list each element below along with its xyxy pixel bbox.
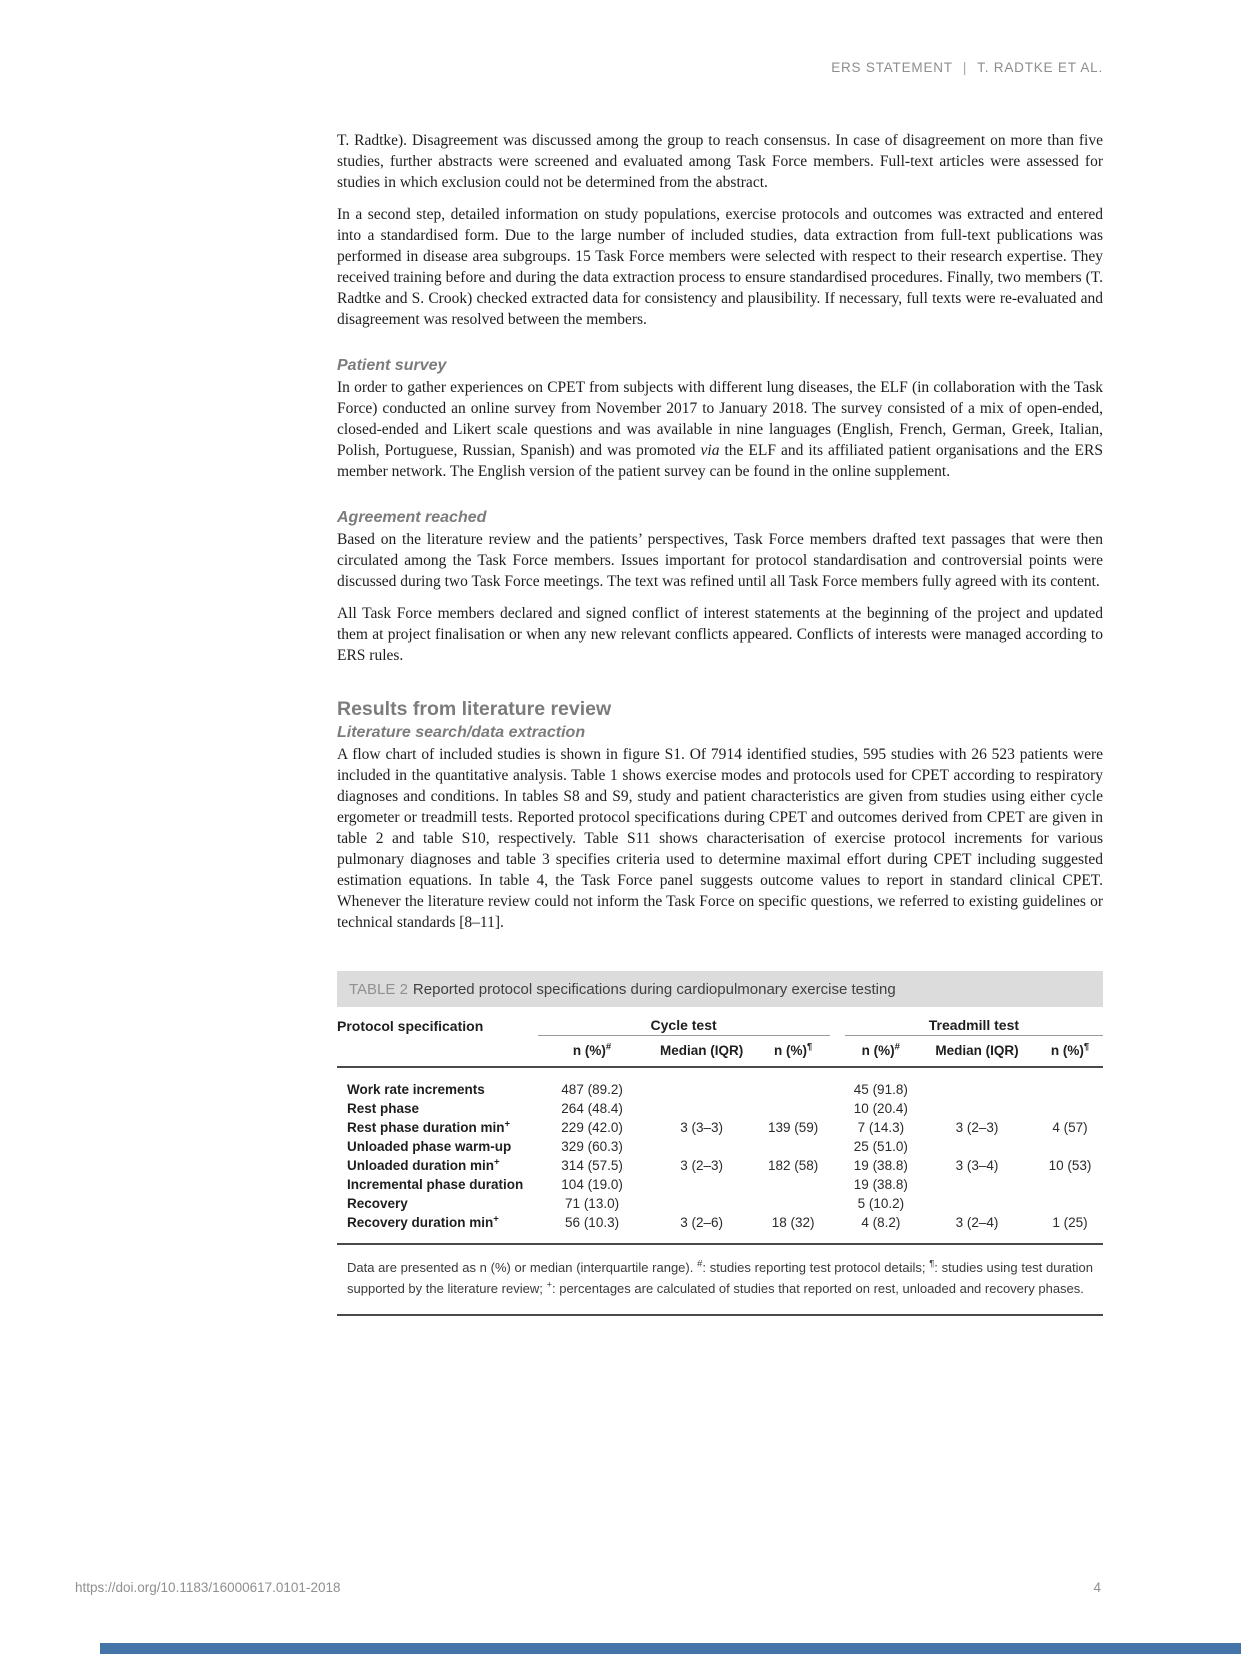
table-cell: 25 (51.0) [853, 1139, 908, 1154]
table-cell [917, 1099, 1037, 1118]
via-italic: via [700, 442, 720, 459]
group-spacer [830, 1213, 845, 1244]
subheader-empty [337, 1036, 538, 1068]
paragraph-agreement-2: All Task Force members declared and signed conflict of interest statements at the beginning of the project and updated them at project finalisation or when any new relevant conflicts appeared. Conflicts of interests were managed according to ERS rules. [337, 605, 1103, 664]
page-number: 4 [1093, 1580, 1101, 1595]
subheader-cycle-n: n (%)# [538, 1036, 647, 1068]
group-spacer [830, 1175, 845, 1194]
heading-results: Results from literature review [337, 698, 612, 720]
table-cell: 3 (2–3) [955, 1120, 999, 1135]
group-spacer [830, 1118, 845, 1137]
row-label: Rest phase [347, 1101, 420, 1116]
table-cell [757, 1067, 830, 1099]
paragraph-agreement-1: Based on the literature review and the patients’ perspectives, Task Force members drafted text passages that were then circulated among the Task Force members. Issues important for protocol standardisation and controversial points were discussed during two Task Force meetings. The text was refined until all Task Force members fully agreed with its content. [337, 531, 1103, 590]
table-label: TABLE 2 [349, 981, 408, 998]
heading-agreement-reached: Agreement reached [337, 509, 487, 526]
table-cell: 3 (2–3) [680, 1158, 723, 1173]
row-label: Recovery duration min+ [347, 1213, 499, 1230]
table-2 [337, 971, 1103, 1316]
col-header-protocol-specification: Protocol specification [337, 1017, 484, 1034]
col-group-cycle-test: Cycle test [538, 1015, 830, 1036]
table-cell: 19 (38.8) [853, 1158, 908, 1173]
table-cell: 10 (20.4) [853, 1101, 908, 1116]
table-footnote: Data are presented as n (%) or median (interquartile range). #: studies reporting test protocol details; ¶: studies using test duration supported by the literature review; +: percentages are calculated of studies that reported on rest, unloaded and recovery phases. [337, 1245, 1103, 1316]
table-cell: 229 (42.0) [561, 1120, 623, 1135]
group-spacer [830, 1194, 845, 1213]
table-cell [1037, 1194, 1103, 1213]
group-spacer [830, 1099, 845, 1118]
subheader-treadmill-median: Median (IQR) [917, 1036, 1037, 1068]
group-spacer [830, 1137, 845, 1156]
subheader-treadmill-n: n (%)# [845, 1036, 917, 1068]
table-row [337, 1067, 1103, 1099]
running-header-separator: | [962, 60, 968, 75]
footnote-pilcrow-symbol: ¶ [929, 1258, 935, 1270]
table-cell: 104 (19.0) [561, 1177, 623, 1192]
running-header [831, 60, 1103, 75]
row-label: Recovery [347, 1196, 408, 1211]
table-cell: 4 (8.2) [861, 1215, 901, 1230]
paragraph-patient-survey: In order to gather experiences on CPET from subjects with different lung diseases, the ELF (in collaboration with the Task Force) conducted an online survey from November 2017 to January 2018. The survey consisted of a mix of open-ended, closed-ended and Likert scale questions and was available in nine languages (English, French, German, Greek, Italian, Polish, Portuguese, Russian, Spanish) and was promoted via the ELF and its affiliated patient organisations and the ERS member network. The English version of the patient survey can be found in the online supplement. [337, 379, 1103, 480]
table-titlebar [337, 971, 1103, 1007]
table-cell [757, 1175, 830, 1194]
footer-accent-bar [100, 1643, 1241, 1654]
table-cell: 487 (89.2) [561, 1082, 623, 1097]
group-spacer [830, 1036, 845, 1068]
footnote-plus-symbol: + [546, 1279, 552, 1291]
table-cell [917, 1194, 1037, 1213]
table-cell [646, 1099, 756, 1118]
table-cell: 4 (57) [1052, 1120, 1088, 1135]
row-label: Unloaded duration min+ [347, 1156, 500, 1173]
table-cell: 264 (48.4) [561, 1101, 623, 1116]
doi-link[interactable]: https://doi.org/10.1183/16000617.0101-2018 [75, 1580, 341, 1595]
table-cell [1037, 1175, 1103, 1194]
table-cell: 5 (10.2) [857, 1196, 905, 1211]
table-cell: 10 (53) [1048, 1158, 1092, 1173]
col-group-treadmill-test: Treadmill test [845, 1015, 1103, 1036]
heading-patient-survey: Patient survey [337, 357, 447, 374]
table-cell [917, 1175, 1037, 1194]
table-subheader-row [337, 1036, 1103, 1068]
row-label: Incremental phase duration [347, 1177, 524, 1192]
table-cell [646, 1175, 756, 1194]
table-group-header-row [337, 1015, 1103, 1036]
table-cell [1037, 1137, 1103, 1156]
paragraph-second-step: In a second step, detailed information on study populations, exercise protocols and outcomes was extracted and entered into a standardised form. Due to the large number of included studies, data extraction from full-text publications was performed in disease area subgroups. 15 Task Force members were selected with respect to their research expertise. They received training before and during the data extraction process to ensure standardised procedures. Finally, two members (T. Radtke and S. Crook) checked extracted data for consistency and plausibility. If necessary, full texts were re-evaluated and disagreement was resolved between the members. [337, 206, 1103, 328]
table-cell: 329 (60.3) [561, 1139, 623, 1154]
table-row [337, 1156, 1103, 1175]
table-cell [1037, 1099, 1103, 1118]
running-header-right: T. RADTKE ET AL. [977, 60, 1103, 75]
table-row [337, 1137, 1103, 1156]
footnote-hash-symbol: # [697, 1258, 703, 1270]
table-cell [757, 1137, 830, 1156]
main-column [337, 130, 1103, 1316]
table-cell [646, 1194, 756, 1213]
table-cell [757, 1099, 830, 1118]
table-cell: 3 (3–4) [955, 1158, 999, 1173]
table-cell: 71 (13.0) [565, 1196, 620, 1211]
group-spacer [830, 1156, 845, 1175]
table-cell [917, 1137, 1037, 1156]
subheader-cycle-median: Median (IQR) [646, 1036, 756, 1068]
subheader-treadmill-n2: n (%)¶ [1037, 1036, 1103, 1068]
table-cell [757, 1194, 830, 1213]
table-cell [646, 1137, 756, 1156]
table-cell: 45 (91.8) [853, 1082, 908, 1097]
table-cell [917, 1067, 1037, 1099]
group-spacer [830, 1067, 845, 1099]
group-spacer [830, 1015, 845, 1036]
table-row [337, 1099, 1103, 1118]
table-cell: 3 (2–6) [680, 1215, 723, 1230]
table-row [337, 1213, 1103, 1244]
table-cell: 56 (10.3) [565, 1215, 620, 1230]
table-cell [1037, 1067, 1103, 1099]
table-row [337, 1175, 1103, 1194]
subheader-cycle-n2: n (%)¶ [757, 1036, 830, 1068]
table-cell: 314 (57.5) [561, 1158, 623, 1173]
table-cell: 18 (32) [771, 1215, 815, 1230]
table-cell [646, 1067, 756, 1099]
table-cell: 7 (14.3) [857, 1120, 905, 1135]
table-cell: 182 (58) [767, 1158, 819, 1173]
paragraph-continuation: T. Radtke). Disagreement was discussed among the group to reach consensus. In case of disagreement on more than five studies, further abstracts were screened and evaluated among Task Force members. Full-text articles were assessed for studies in which exclusion could not be determined from the abstract. [337, 132, 1103, 191]
paragraph-results: A flow chart of included studies is shown in figure S1. Of 7914 identified studies, 595 studies with 26 523 patients were included in the quantitative analysis. Table 1 shows exercise modes and protocols used for CPET according to respiratory diagnoses and conditions. In tables S8 and S9, study and patient characteristics are given from studies using either cycle ergometer or treadmill tests. Reported protocol specifications during CPET and outcomes derived from CPET are given in table 2 and table S10, respectively. Table S11 shows characterisation of exercise protocol increments for various pulmonary diagnoses and table 3 specifies criteria used to determine maximal effort during CPET including suggested estimation equations. In table 4, the Task Force panel suggests outcome values to report in standard clinical CPET. Whenever the literature review could not inform the Task Force on specific questions, we referred to existing guidelines or technical standards [8–11]. [337, 746, 1103, 931]
table-cell: 139 (59) [767, 1120, 819, 1135]
running-header-left: ERS STATEMENT [831, 60, 953, 75]
row-label: Rest phase duration min+ [347, 1118, 511, 1135]
table-cell: 19 (38.8) [853, 1177, 908, 1192]
heading-literature-search: Literature search/data extraction [337, 724, 586, 741]
row-label: Unloaded phase warm-up [347, 1139, 512, 1154]
table-title: Reported protocol specifications during cardiopulmonary exercise testing [412, 981, 896, 998]
table-cell: 3 (2–4) [955, 1215, 999, 1230]
row-label: Work rate increments [347, 1082, 485, 1097]
table-row [337, 1118, 1103, 1137]
protocol-table [337, 1015, 1103, 1245]
table-cell: 3 (3–3) [680, 1120, 723, 1135]
table-cell: 1 (25) [1052, 1215, 1088, 1230]
table-row [337, 1194, 1103, 1213]
